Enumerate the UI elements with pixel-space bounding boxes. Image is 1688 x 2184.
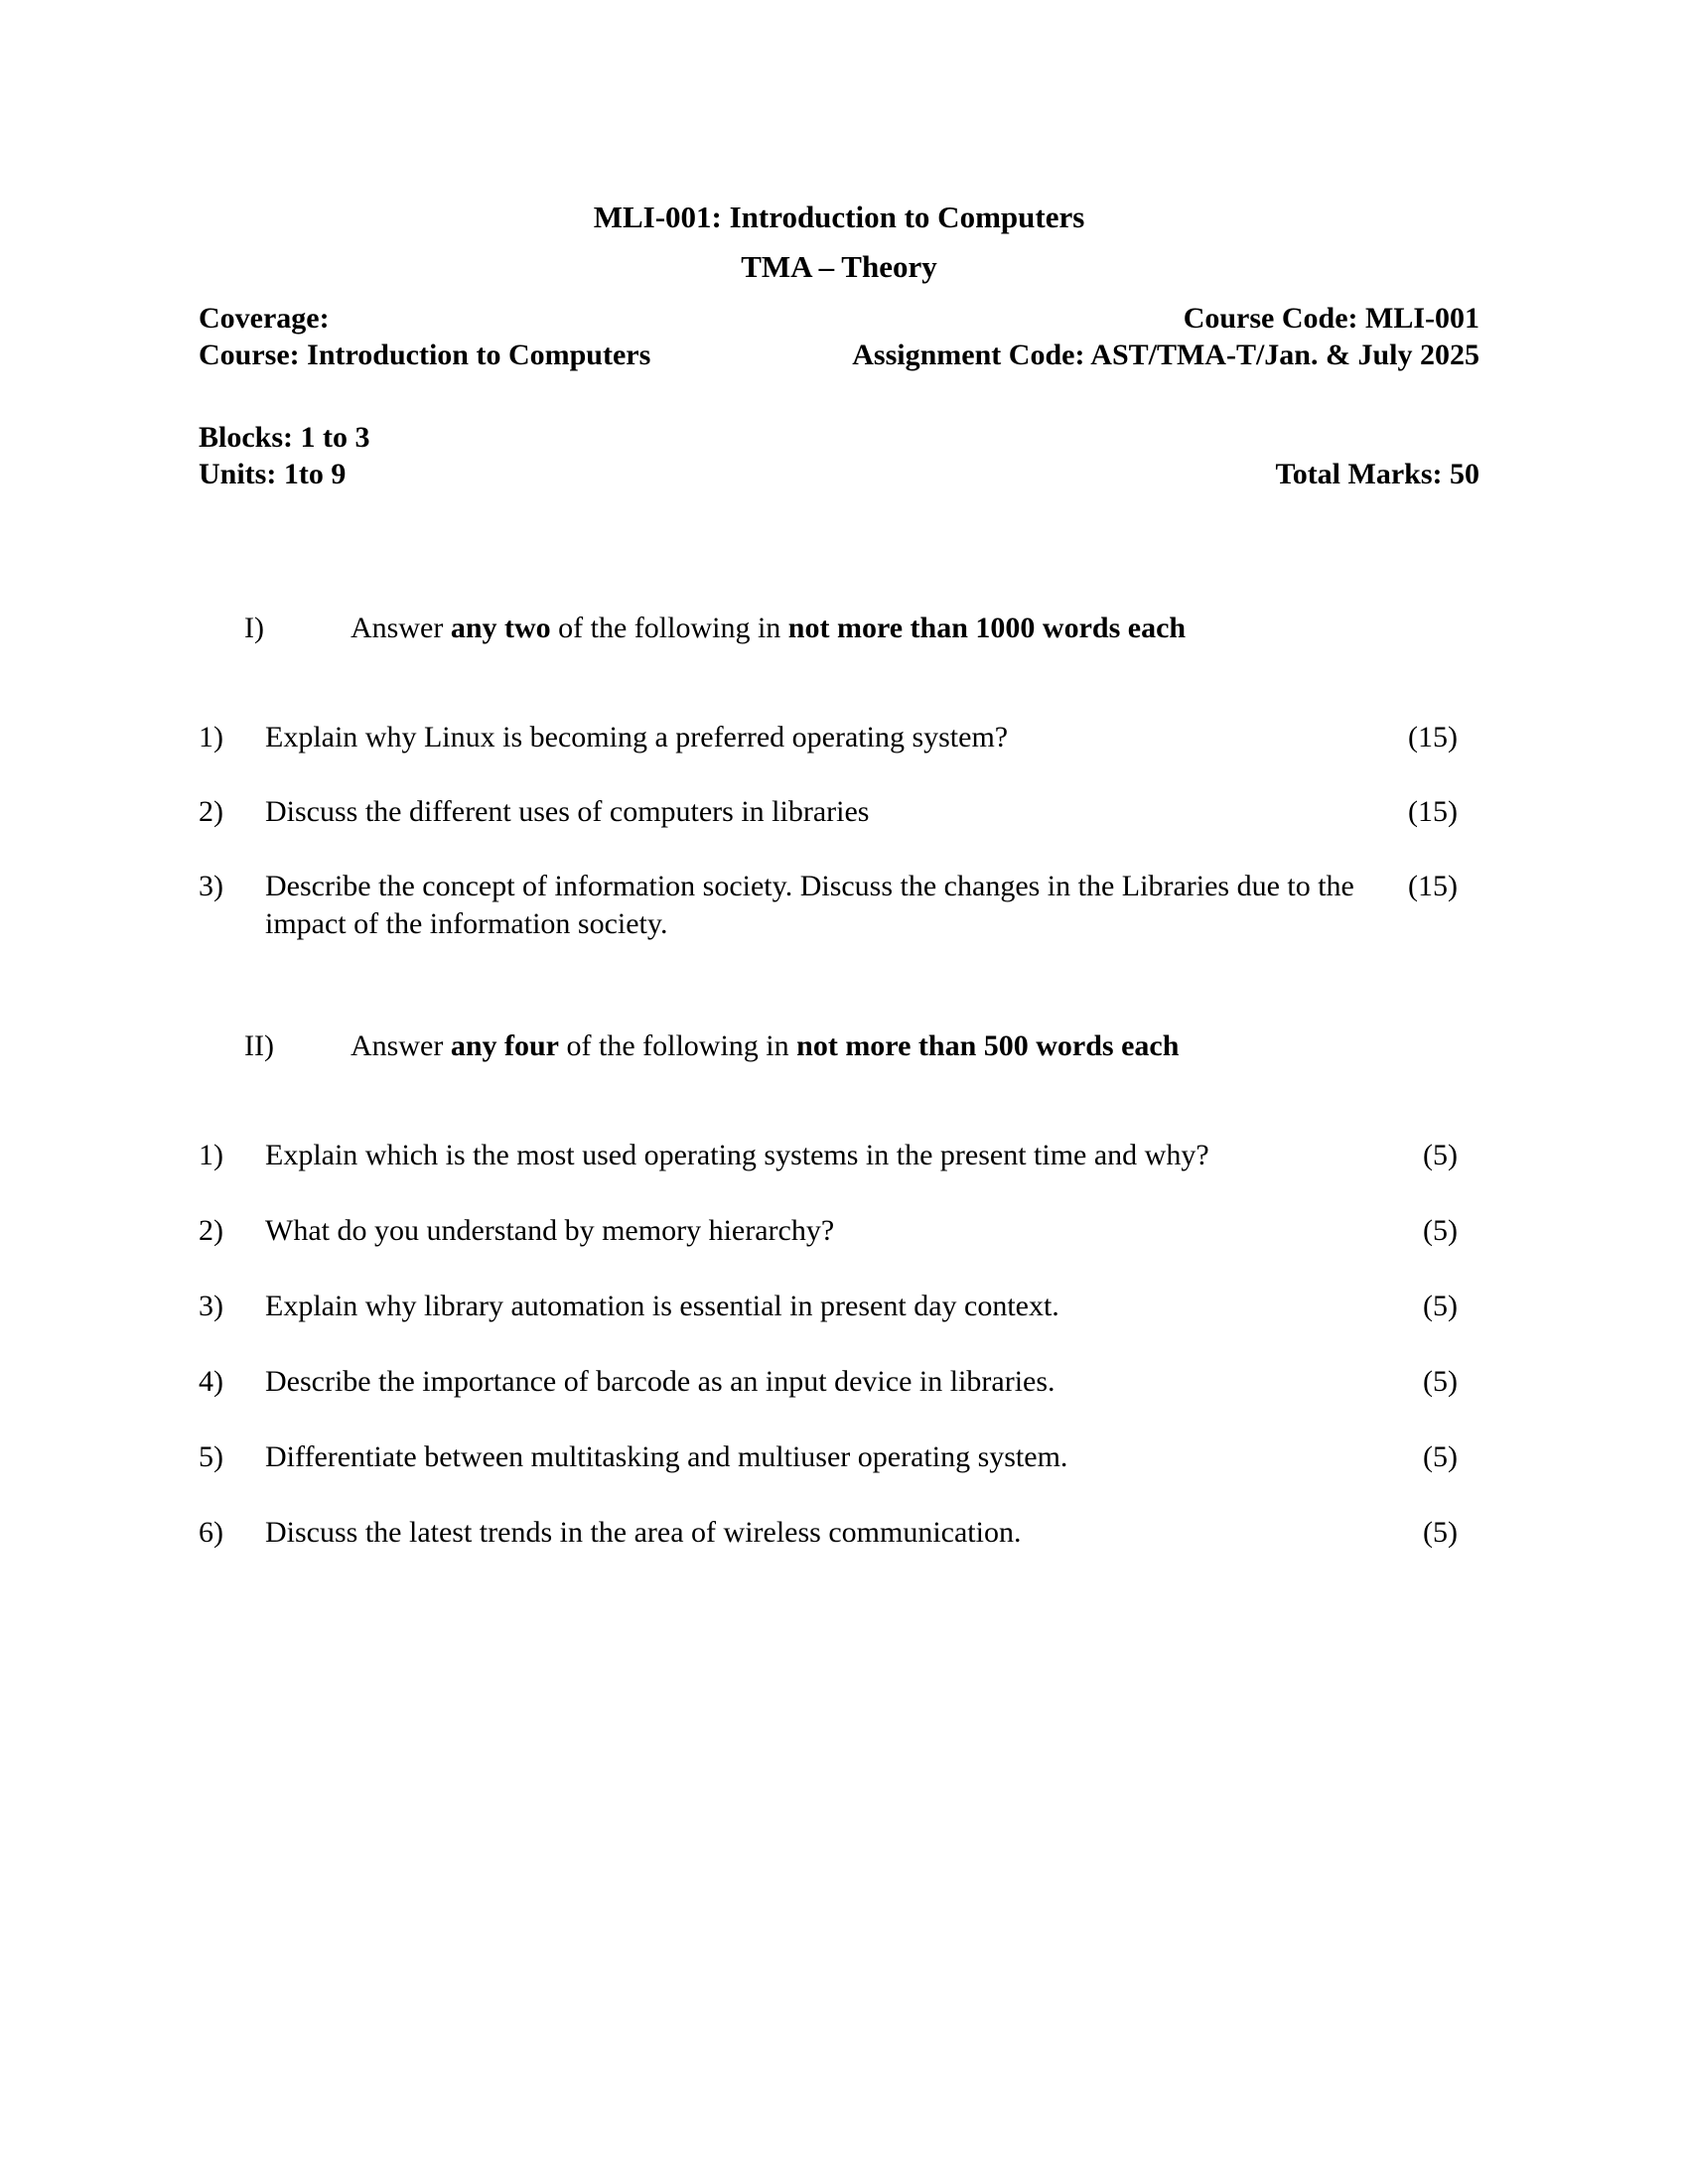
meta-row-units	[199, 456, 1479, 492]
question-text: Describe the importance of barcode as an input device in libraries.	[265, 1365, 1055, 1398]
question-marks: (15)	[1408, 870, 1458, 902]
question-row	[199, 1438, 1479, 1476]
units-label: Units: 1to 9	[199, 458, 347, 490]
question-row	[199, 868, 1479, 943]
question-number: 1)	[199, 721, 223, 753]
assignment-code: Assignment Code: AST/TMA-T/Jan. & July 2025	[852, 339, 1479, 371]
course-code: Course Code: MLI-001	[1183, 302, 1479, 335]
question-marks: (5)	[1423, 1290, 1458, 1322]
question-text: Explain which is the most used operating systems in the present time and why?	[265, 1139, 1209, 1171]
question-text: Differentiate between multitasking and multiuser operating system.	[265, 1440, 1068, 1473]
section-i-intro-prefix: Answer	[351, 612, 451, 644]
section-ii-heading	[244, 1027, 1479, 1065]
section-i-questions	[199, 719, 1479, 943]
question-text: Discuss the latest trends in the area of wireless communication.	[265, 1516, 1022, 1549]
question-number: 6)	[199, 1516, 223, 1549]
question-number: 3)	[199, 1290, 223, 1322]
question-marks: (5)	[1423, 1440, 1458, 1473]
course-label: Course: Introduction to Computers	[199, 339, 651, 371]
question-number: 2)	[199, 795, 223, 828]
question-row	[199, 1137, 1479, 1174]
question-text: What do you understand by memory hierarchy?	[265, 1214, 835, 1247]
section-ii-intro-count: any four	[450, 1029, 559, 1062]
section-ii-intro-mid: of the following in	[559, 1029, 797, 1062]
section-i-heading	[244, 610, 1479, 647]
question-marks: (15)	[1408, 721, 1458, 753]
question-row	[199, 793, 1479, 831]
meta-row-course	[199, 337, 1479, 373]
section-i-numeral: I)	[244, 612, 264, 644]
question-number: 1)	[199, 1139, 223, 1171]
question-row	[199, 719, 1479, 756]
question-text: Explain why Linux is becoming a preferred operating system?	[265, 721, 1009, 753]
section-ii-questions	[199, 1137, 1479, 1552]
question-marks: (5)	[1423, 1139, 1458, 1171]
question-number: 4)	[199, 1365, 223, 1398]
question-marks: (5)	[1423, 1365, 1458, 1398]
section-ii-numeral: II)	[244, 1029, 274, 1062]
document-subtitle: TMA – Theory	[741, 249, 937, 284]
section-ii-intro	[351, 1027, 1179, 1065]
blocks-label: Blocks: 1 to 3	[199, 421, 370, 454]
question-marks: (15)	[1408, 795, 1458, 828]
question-row	[199, 1363, 1479, 1401]
total-marks: Total Marks: 50	[1275, 458, 1479, 490]
section-i-intro-mid: of the following in	[550, 612, 788, 644]
coverage-label: Coverage:	[199, 302, 330, 335]
question-row	[199, 1288, 1479, 1325]
section-i-intro-limit: not more than 1000 words each	[787, 612, 1187, 644]
question-number: 3)	[199, 870, 223, 902]
section-ii-intro-limit: not more than 500 words each	[796, 1029, 1180, 1062]
section-i-intro	[351, 610, 1186, 647]
question-marks: (5)	[1423, 1214, 1458, 1247]
question-text: Describe the concept of information society. Discuss the changes in the Libraries due to the impact of the information society.	[265, 870, 1354, 940]
question-row	[199, 1212, 1479, 1250]
question-text: Discuss the different uses of computers in libraries	[265, 795, 870, 828]
section-ii-intro-prefix: Answer	[351, 1029, 451, 1062]
question-text: Explain why library automation is essential in present day context.	[265, 1290, 1059, 1322]
document-title: MLI-001: Introduction to Computers	[593, 200, 1085, 234]
question-row	[199, 1514, 1479, 1552]
question-number: 5)	[199, 1440, 223, 1473]
section-i-intro-count: any two	[450, 612, 551, 644]
meta-row-coverage	[199, 300, 1479, 337]
meta-row-blocks	[199, 419, 1479, 456]
question-marks: (5)	[1423, 1516, 1458, 1549]
question-number: 2)	[199, 1214, 223, 1247]
